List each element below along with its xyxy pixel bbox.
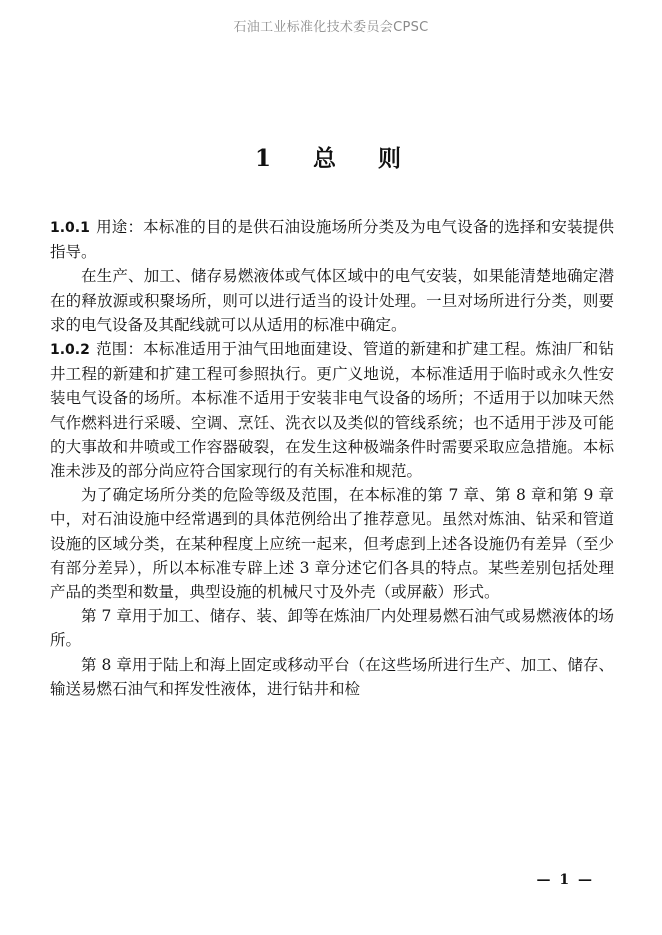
clause-number: 1.0.2	[50, 342, 90, 359]
paragraph: 第 8 章用于陆上和海上固定或移动平台（在这些场所进行生产、加工、储存、输送易燃石油气和挥发性液体，进行钻井和检	[50, 655, 614, 698]
paragraph: 为了确定场所分类的危险等级及范围，在本标准的第 7 章、第 8 章和第 9 章中，对石油设施中经常遇到的具体范例给出了推荐意见。虽然对炼油、钻采和管道设施的区域分类，在某种程度上应统一起来，但考虑到上述各设施仍有差异（至少有部分差异），所以本标准专辟上述 3 章分述它们各具的特点。某些差别包括处理产品的类型和数量，典型设施的机械尺寸及外壳（或屏蔽）形式。	[50, 486, 614, 602]
page-number: — 1 —	[536, 872, 594, 888]
paragraph: 第 7 章用于加工、储存、装、卸等在炼油厂内处理易燃石油气或易燃液体的场所。	[50, 607, 614, 650]
clause-number: 1.0.1	[50, 220, 90, 236]
clause-text: 范围：本标准适用于油气田地面建设、管道的新建和扩建工程。炼油厂和钻井工程的新建和扩建工程可参照执行。更广义地说，本标准适用于临时或永久性安装电气设备的场所。本标准不适用于安装非电气设备的场所；不适用于以加味天然气作燃料进行采暖、空调、烹饪、洗衣以及类似的管线系统；也不适用于涉及可能的大事故和井喷或工作容器破裂，在发生这种极端条件时需要采取应急措施。本标准未涉及的部分尚应符合国家现行的有关标准和规范。	[50, 340, 614, 481]
body-text	[50, 215, 614, 701]
clause-1-0-1	[50, 215, 614, 264]
clause-text: 用途：本标准的目的是供石油设施场所分类及为电气设备的选择和安装提供指导。	[50, 218, 614, 262]
chapter-title: 1 总 则	[254, 145, 408, 172]
watermark-header: 石油工业标准化技术委员会CPSC	[233, 20, 429, 35]
paragraph: 在生产、加工、储存易燃液体或气体区域中的电气安装，如果能清楚地确定潜在的释放源或积聚场所，则可以进行适当的设计处理。一旦对场所进行分类，则要求的电气设备及其配线就可以从适用的标准中确定。	[50, 267, 614, 334]
clause-1-0-2	[50, 337, 614, 483]
